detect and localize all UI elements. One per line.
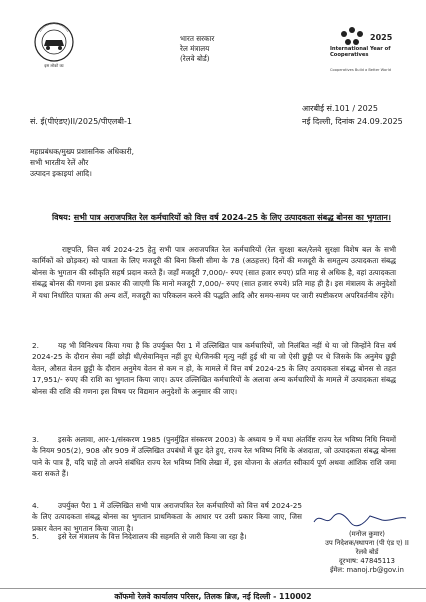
iyc-title: International Year of Cooperatives xyxy=(330,46,391,58)
signatory-phone: दूरभाष: 47845113 xyxy=(339,557,395,565)
subject-line xyxy=(52,212,392,223)
paragraph-number: 2. xyxy=(32,341,39,350)
address-line: सभी भारतीय रेलें और xyxy=(30,158,89,167)
iyc-year: 2025 xyxy=(370,33,393,42)
subject-label: विषय: xyxy=(52,213,71,222)
signatory-name: (मनोज कुमार) xyxy=(349,530,385,538)
iyc-tagline: Cooperatives Build a Better World xyxy=(330,68,391,72)
paragraph-2 xyxy=(32,340,396,397)
signatory-email[interactable]: ईमेल: manoj.rb@gov.in xyxy=(330,566,404,574)
railway-emblem-logo xyxy=(32,20,76,70)
paragraph-text: इसे रेल मंत्रालय के वित्त निदेशालय की सहमति से जारी किया जा रहा है। xyxy=(58,532,247,541)
rbe-number: आरबीई सं.101 / 2025 xyxy=(302,104,378,113)
header-line-2: रेल मंत्रालय xyxy=(180,44,210,53)
footer-divider xyxy=(0,588,426,589)
address-block xyxy=(30,146,280,179)
header-line-1: भारत सरकार xyxy=(180,34,215,43)
paragraph-text: राष्ट्रपति, वित्त वर्ष 2024-25 हेतु सभी पात्र अराजपत्रित रेल कर्मचारियों (रेल सुरक्षा बल/रेलवे सुरक्षा विशेष बल के सभी कार्मिकों को छोड़कर) को पात्रता के लिए मजदूरी की बिना किसी सीमा के 78 (अठहत्तर) दिनों की मजदूरी के समतुल्य उत्पादकता संबद्ध बोनस के भुगतान की स्वीकृति सहर्ष प्रदान करते हैं। जहाँ मजदूरी 7,000/- रुपए (सात हजार रुपए) प्रति माह से अधिक है, वहां उत्पादकता संबद्ध बोनस की गणना इस प्रकार की जाएगी कि मानो मजदूरी 7,000/- रुपए (सात हजार रुपये) प्रति माह ही है। इस मंत्रालय के अनुदेशों में यथा निर्धारित पात्रता की अन्य शर्तें, मजदूरी का परिकलन करने की पद्धति आदि और समय-समय पर जारी स्पष्टीकरण अपरिवर्तनीय रहेंगे। xyxy=(32,245,396,300)
paragraph-text: उपर्युक्त पैरा 1 में उल्लिखित सभी पात्र अराजपत्रित रेल कर्मचारियों को वित्त वर्ष 2024-25 के लिए उत्पादकता संबद्ध बोनस का भुगतान प्राथमिकता के आधार पर उसी प्रकार किया जाए, जिस प्रकार वेतन का भुगतान किया जाता है। xyxy=(32,501,302,533)
paragraph-3 xyxy=(32,434,396,480)
signature-block xyxy=(312,530,422,575)
paragraph-5 xyxy=(32,531,302,542)
subject-text: सभी पात्र अराजपत्रित रेल कर्मचारियों को वित्त वर्ष 2024-25 के लिए उत्पादकता संबद्ध बोनस का भुगतान। xyxy=(73,213,391,222)
header-line-3: (रेलवे बोर्ड) xyxy=(180,54,210,63)
paragraph-number: 5. xyxy=(32,532,39,541)
emblem-sub: इस लोको का xyxy=(44,63,64,68)
govt-header xyxy=(180,34,270,64)
issue-date: नई दिल्ली, दिनांक 24.09.2025 xyxy=(302,117,403,126)
paragraph-text: इसके अलावा, आर-1/संस्करण 1985 (पुनर्मुद्रित संस्करण 2003) के अध्याय 9 में यथा अंतर्विष्ट राज्य रेल भविष्य निधि नियमों के नियम 905(2), 908 और 909 में उल्लिखित उपबंधों में छूट देते हुए, राज्य रेल भविष्य निधि के अंशदाता, जो उत्पादकता संबद्ध बोनस पाने के पात्र हैं, यदि चाहें तो अपने संबंधित राज्य रेल भविष्य निधि लेखा में, इस योजना के अंतर्गत स्वीकार्य पूर्ण अथवा आंशिक राशि जमा करा सकते हैं। xyxy=(32,435,396,479)
address-line: महाप्रबंधक/मुख्य प्रशासनिक अधिकारी, xyxy=(30,147,134,156)
paragraph-number: 4. xyxy=(32,501,39,510)
address-line: उत्पादन इकाइयां आदि। xyxy=(30,169,92,178)
footer-address: कॉफमो रेलवे कार्यालय परिसर, तिलक ब्रिज, नई दिल्ली - 110002 xyxy=(114,592,312,601)
paragraph-4 xyxy=(32,500,302,534)
paragraph-number: 3. xyxy=(32,435,39,444)
reference-number: सं. ई(पीएंडए)II/2025/पीएलबी-1 xyxy=(30,117,132,126)
paragraph-text: यह भी विनिश्चय किया गया है कि उपर्युक्त पैरा 1 में उल्लिखित पात्र कर्मचारियों, जो निलंबित नहीं थे या जो जिन्होंने वित्त वर्ष 2024-25 के दौरान सेवा नहीं छोड़ी थी/सेवानिवृत्त नहीं हुए थे/जिनकी मृत्यु नहीं हुई थी या जो ऐसी छुट्टी पर थे जिसके कि अनुमेय छुट्टी वेतन, औसत वेतन छुट्टी के दौरान अनुमेय वेतन से कम न हो, के मामले में वित्त वर्ष 2024-25 के लिए उत्पादकता संबद्ध बोनस से तहत 17,951/- रुपए की राशि का भुगतान किया जाए। ऊपर उल्लिखित कर्मचारियों के अलावा अन्य कर्मचारियों के मामले में उत्पादकता संबद्ध बोनस की राशि की गणना इस विषय पर विद्यमान अनुदेशों के अनुसार की जाए। xyxy=(32,341,396,396)
signatory-designation: उप निदेशक/स्थापना (पी एंड ए) II xyxy=(325,539,409,547)
paragraph-1 xyxy=(32,244,396,301)
handwritten-signature xyxy=(310,510,410,528)
signatory-org: रेलवे बोर्ड xyxy=(355,548,379,556)
